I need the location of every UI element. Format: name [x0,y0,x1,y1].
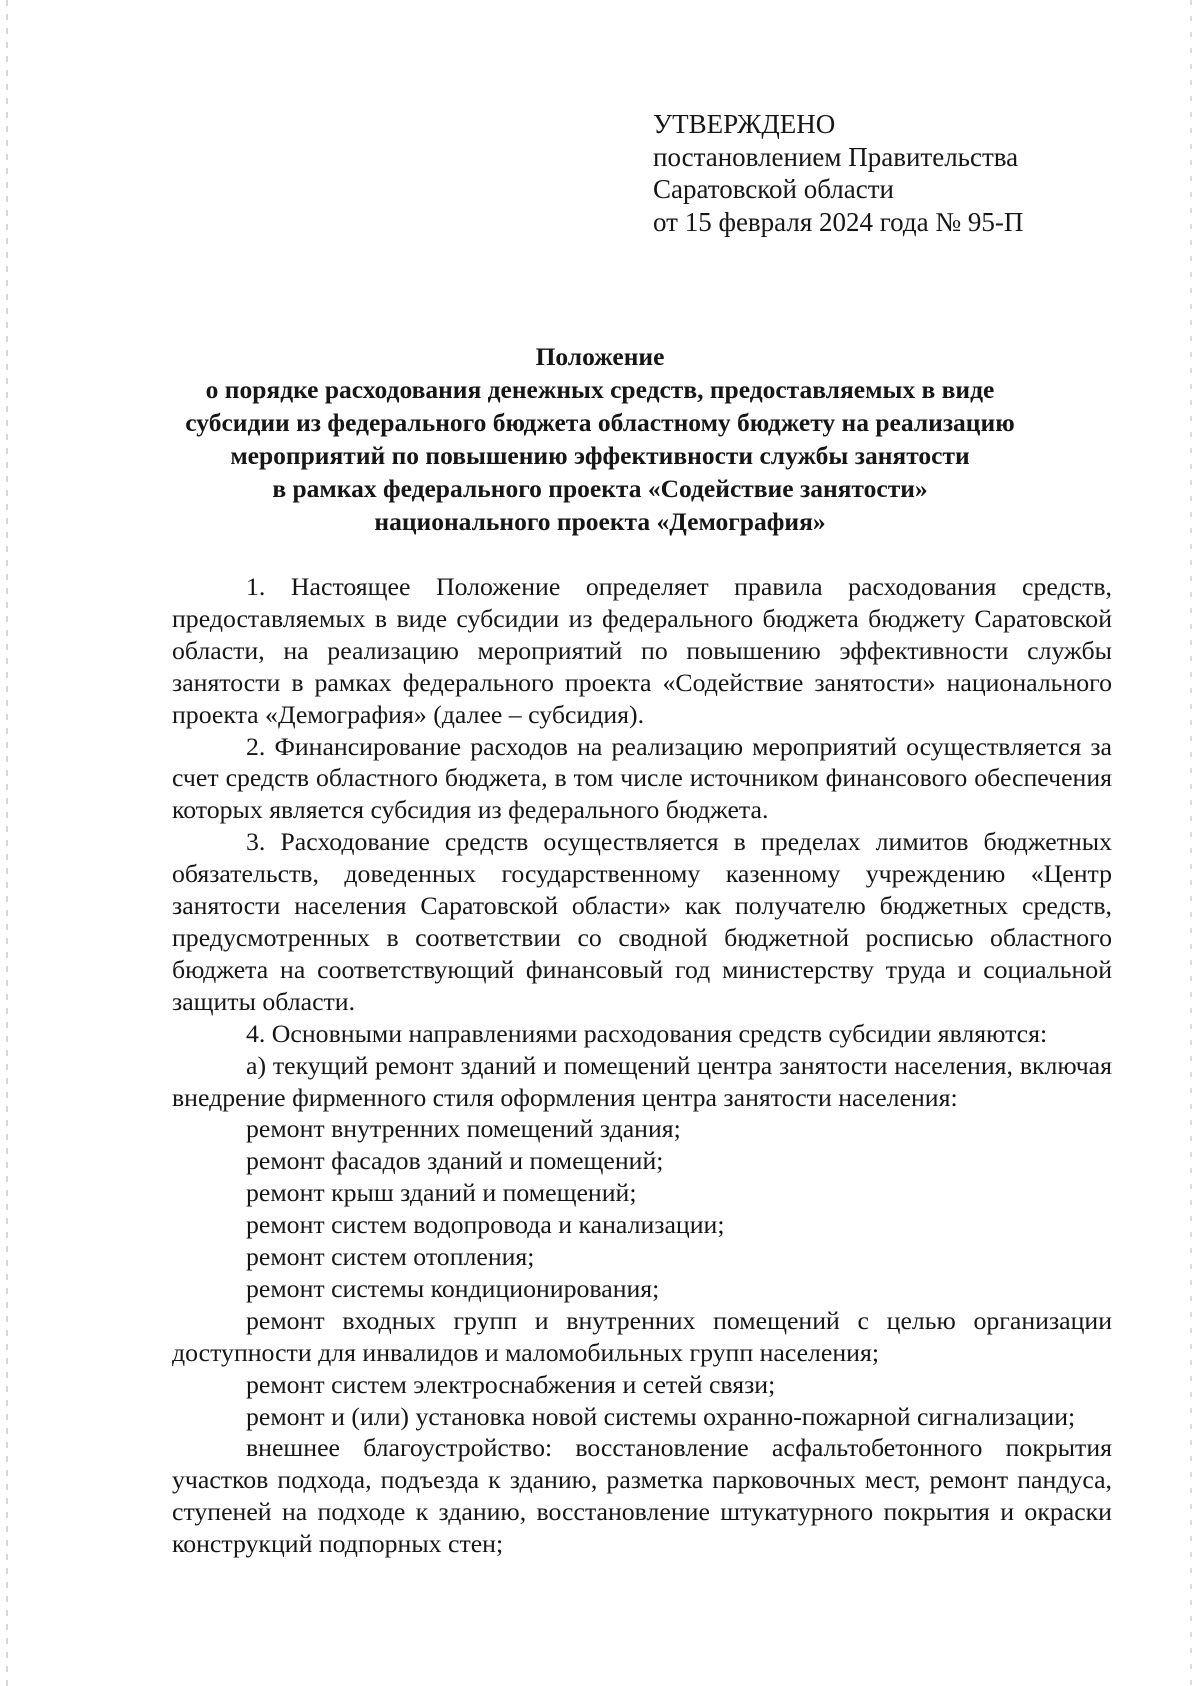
title-line: о порядке расходования денежных средств, предоставляемых в виде [205,375,995,404]
list-item: ремонт входных групп и внутренних помещений с целью организации доступности для инвалидов и маломобильных групп населения; [172,1305,1112,1367]
list-item: ремонт систем отопления; [246,1242,535,1272]
document-body [172,571,1112,1560]
title-line: Положение [535,342,665,371]
approval-heading: УТВЕРЖДЕНО [653,109,836,139]
paragraph: 1. Настоящее Положение определяет правила расходования средств, предоставляемых в виде субсидии из федерального бюджета бюджету Саратовской области, на реализацию мероприятий по повышению эффективности службы занятости в рамках федерального проекта «Содействие занятости» национального проекта «Демография» (далее – субсидия). [172,572,1112,729]
scan-edge-left [6,0,8,1686]
title-line: субсидии из федерального бюджета областному бюджету на реализацию [185,408,1015,437]
title-line: мероприятий по повышению эффективности службы занятости [230,441,970,470]
list-item: ремонт системы кондиционирования; [246,1273,660,1303]
approval-stamp-block [653,108,1023,238]
title-line: национального проекта «Демография» [374,507,826,536]
paragraph: 3. Расходование средств осуществляется в пределах лимитов бюджетных обязательств, доведенных государственному казенному учреждению «Центр занятости населения Саратовской области» как получателю бюджетных средств, предусмотренных в соответствии со сводной бюджетной росписью областного бюджета на соответствующий финансовый год министерству труда и социальной защиты области. [172,827,1112,1016]
paragraph: 4. Основными направлениями расходования средств субсидии являются: [246,1018,1048,1048]
document-title [150,340,1050,538]
list-item: ремонт систем водопровода и канализации; [246,1210,725,1240]
paragraph: а) текущий ремонт зданий и помещений центра занятости населения, включая внедрение фирменного стиля оформления центра занятости населения: [172,1050,1112,1112]
list-item: ремонт крыш зданий и помещений; [246,1178,637,1208]
list-item: ремонт систем электроснабжения и сетей связи; [246,1369,776,1399]
approval-line: постановлением Правительства [653,141,1019,172]
list-item: ремонт фасадов зданий и помещений; [246,1146,664,1176]
title-line: в рамках федерального проекта «Содействие занятости» [272,474,928,503]
paragraph: 2. Финансирование расходов на реализацию мероприятий осуществляется за счет средств областного бюджета, в том числе источником финансового обеспечения которых является субсидия из федерального бюджета. [172,731,1112,825]
list-item: ремонт и (или) установка новой системы охранно-пожарной сигнализации; [246,1401,1076,1431]
approval-date-number: от 15 февраля 2024 года № 95-П [653,206,1024,237]
approval-line: Саратовской области [653,174,894,204]
list-item: ремонт внутренних помещений здания; [246,1114,681,1144]
list-item: внешнее благоустройство: восстановление асфальтобетонного покрытия участков подхода, подъезда к зданию, разметка парковочных мест, ремонт пандуса, ступеней на подходе к зданию, восстановление штукатурного покрытия и окраски конструкций подпорных стен; [172,1433,1112,1559]
scan-edge-right [1190,0,1192,1686]
